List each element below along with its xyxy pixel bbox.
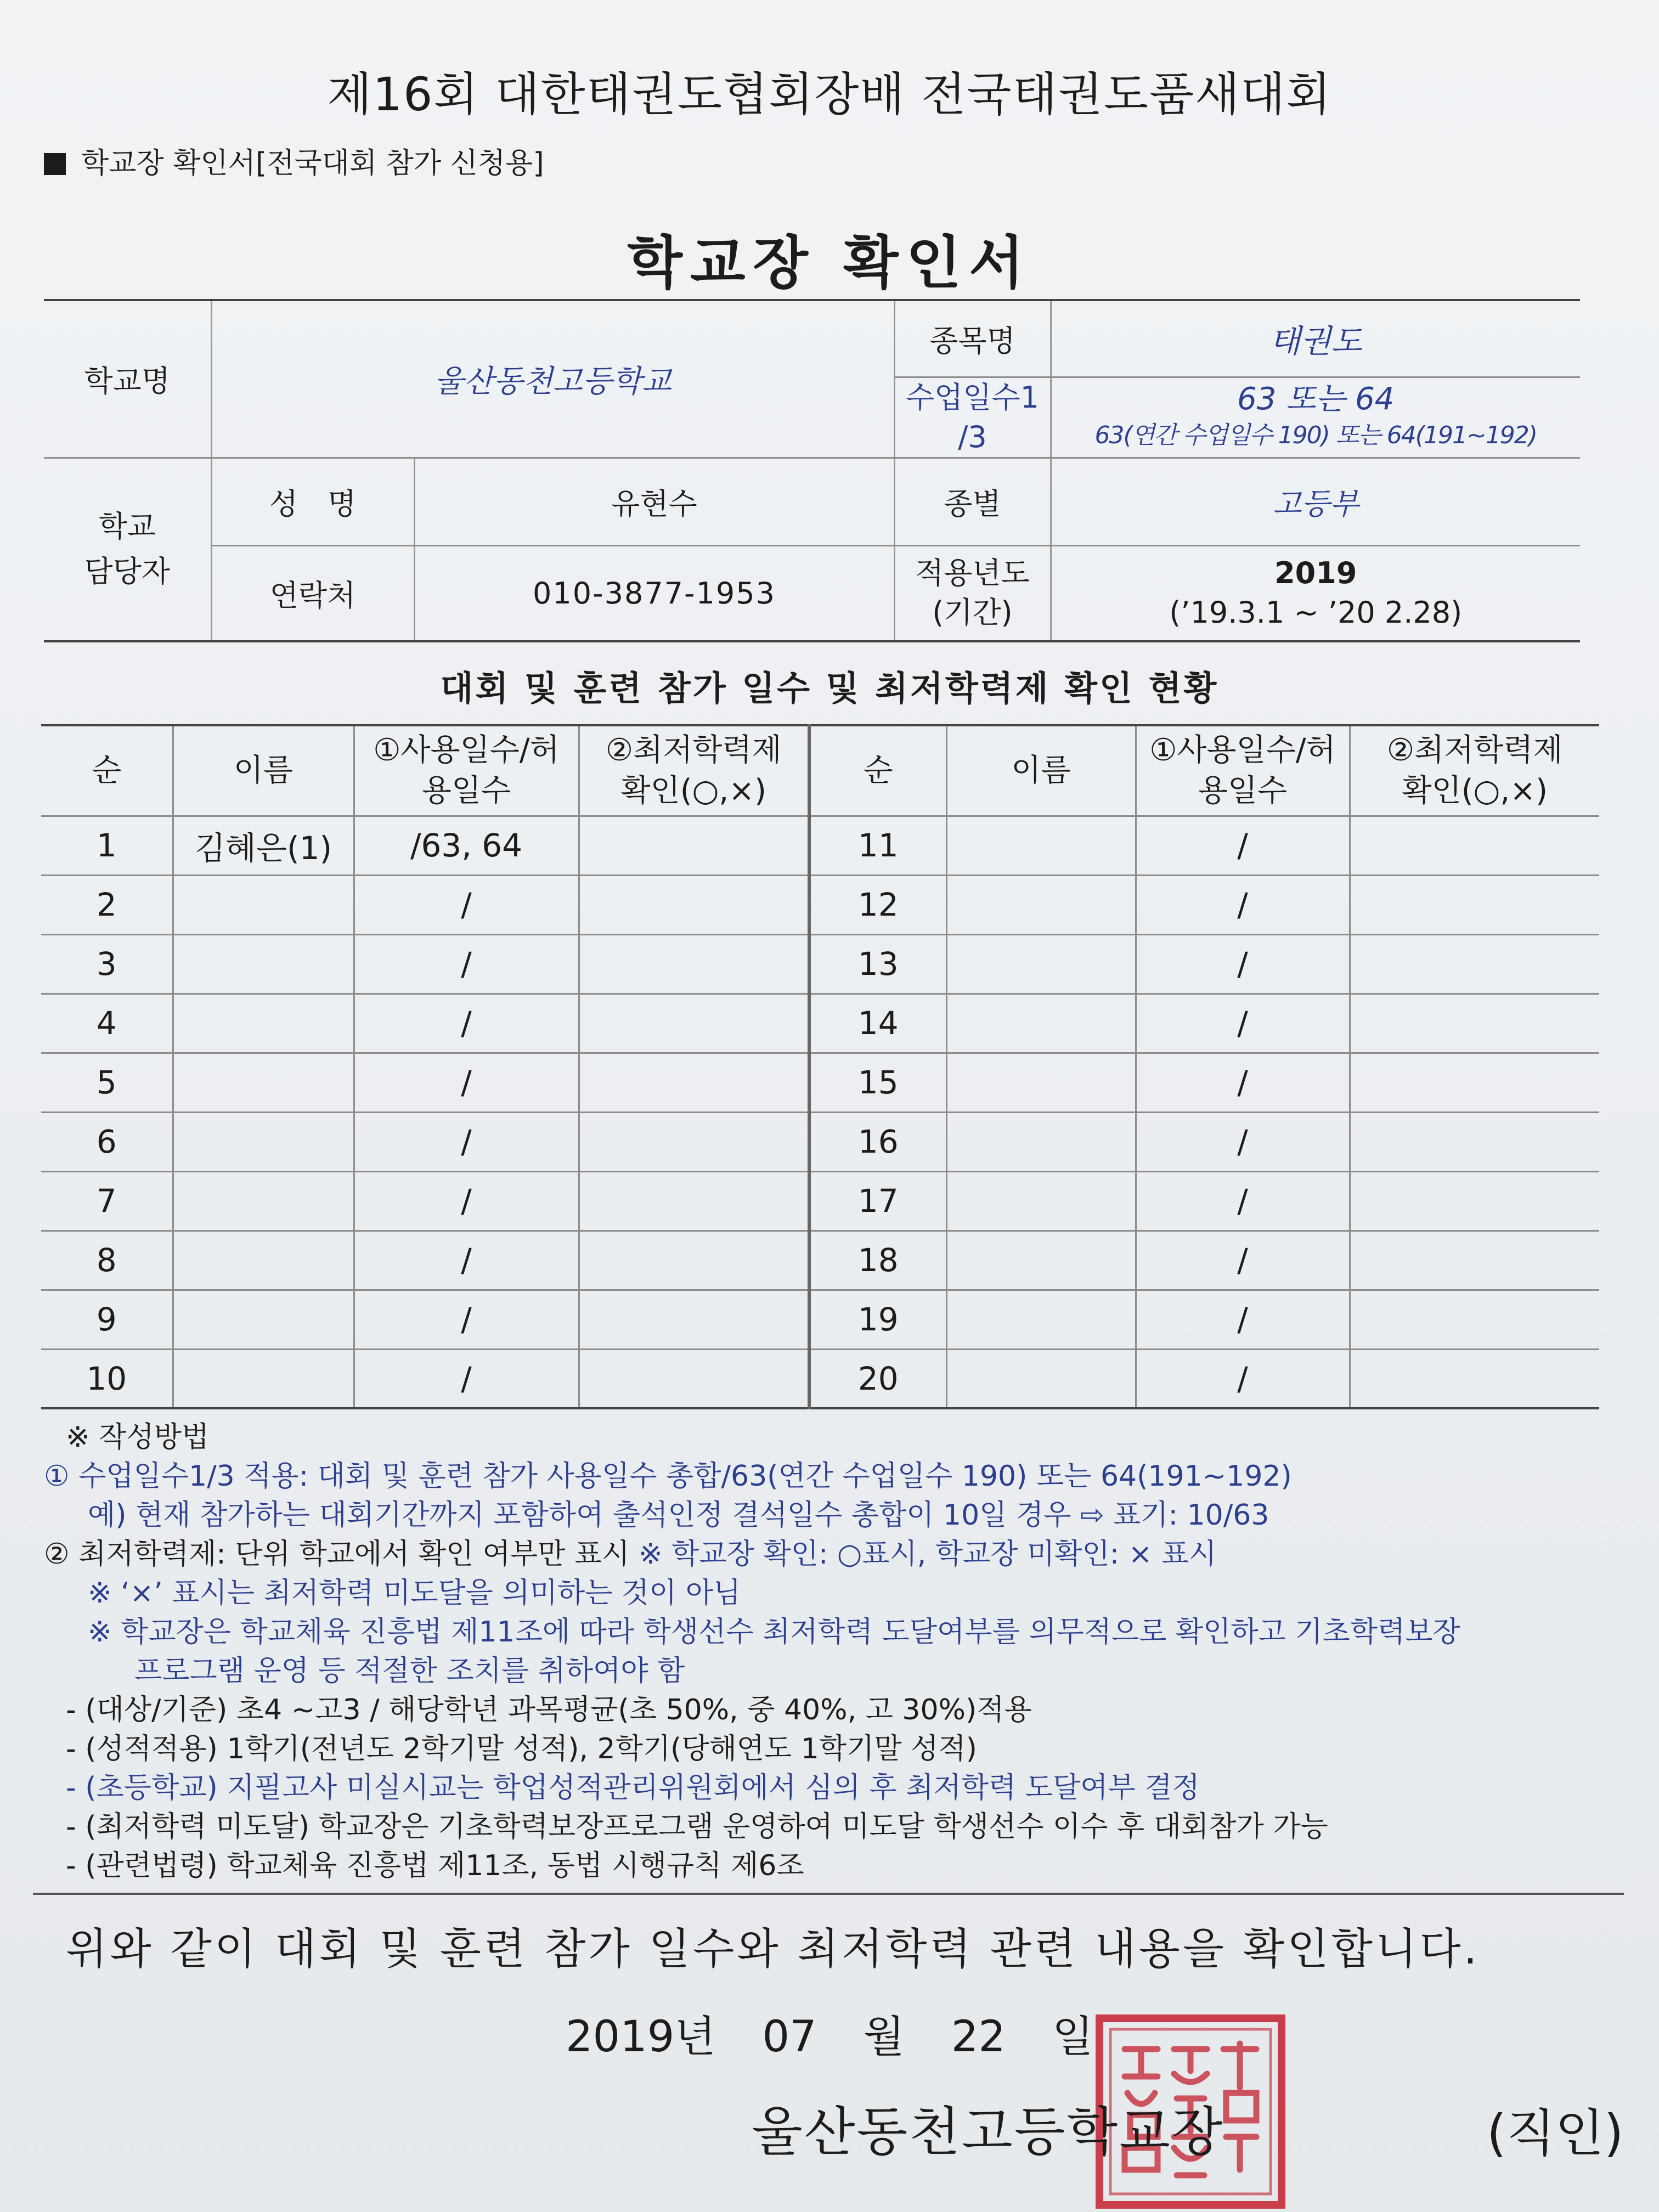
header-name-left: 이름 (173, 725, 354, 816)
roster-left-check-cell (579, 1349, 809, 1408)
table-row (41, 816, 1599, 875)
roster-left-name-cell (173, 994, 354, 1053)
roster-left-name-cell (173, 1231, 354, 1290)
roster-left-name-cell (173, 1053, 354, 1112)
roster-left-check-cell (579, 934, 809, 994)
roster-right-check-cell (1350, 1171, 1599, 1231)
roster-left-no-cell: 9 (41, 1290, 173, 1349)
roster-right-check-cell (1350, 1231, 1599, 1290)
roster-right-no-cell: 16 (809, 1112, 946, 1171)
roster-right-no-cell: 18 (809, 1231, 946, 1290)
roster-left-days-cell: / (354, 994, 579, 1053)
guide-line-10: - (최저학력 미도달) 학교장은 기초학력보장프로그램 운영하여 미도달 학생선수 이수 후 대회참가 가능 (66, 1810, 1328, 1843)
guide-line-4: ※ ‘×’ 표시는 최저학력 미도달을 의미하는 것이 아님 (88, 1577, 741, 1610)
roster-left-check-cell (579, 1290, 809, 1349)
period-value-line1: 2019 (1274, 556, 1357, 591)
guide-line-9: - (초등학교) 지필고사 미실시교는 학업성적관리위원회에서 심의 후 최저학력 도달여부 결정 (66, 1771, 1200, 1804)
roster-left-days-cell: / (354, 1171, 579, 1231)
header-check-left (579, 725, 809, 816)
table-row (41, 1171, 1599, 1231)
roster-left-days-cell: /63, 64 (354, 816, 579, 875)
roster-right-name-cell (946, 1349, 1136, 1408)
roster-right-days-cell: / (1136, 994, 1350, 1053)
roster-left-name-cell (173, 1112, 354, 1171)
roster-right-no-cell: 11 (809, 816, 946, 875)
table-row (41, 1349, 1599, 1408)
roster-left-check-cell (579, 994, 809, 1053)
class-days-label-line2: /3 (958, 419, 987, 454)
period-value-line2: (’19.3.1 ~ ’20 2.28) (1169, 595, 1463, 630)
form-label (44, 140, 544, 181)
principal-name: 울산동천고등학교장 (752, 2101, 1224, 2163)
date-month: 07 (762, 2012, 817, 2062)
roster-right-days-cell: / (1136, 1053, 1350, 1112)
table-row (41, 1290, 1599, 1349)
square-bullet-icon (44, 153, 66, 175)
roster-left-name-cell (173, 934, 354, 994)
sport-label: 종목명 (894, 300, 1051, 377)
roster-left-no-cell: 5 (41, 1053, 173, 1112)
roster-right-days-cell: / (1136, 934, 1350, 994)
header-days-right-line2: 용일수 (1198, 772, 1288, 809)
roster-left-name-cell (173, 1349, 354, 1408)
roster-right-name-cell (946, 994, 1136, 1053)
roster-left-days-cell: / (354, 1053, 579, 1112)
table-row (41, 1053, 1599, 1112)
roster-right-check-cell (1350, 875, 1599, 934)
roster-right-days-cell: / (1136, 816, 1350, 875)
contact-value: 010-3877-1953 (414, 545, 894, 641)
manager-label (44, 458, 211, 641)
guide-heading: ※ 작성방법 (66, 1421, 210, 1454)
roster-right-days-cell: / (1136, 1171, 1350, 1231)
roster-left-no-cell: 7 (41, 1171, 173, 1231)
roster-header-row (41, 725, 1599, 816)
roster-left-check-cell (579, 816, 809, 875)
category-label: 종별 (894, 458, 1051, 545)
roster-left-no-cell: 4 (41, 994, 173, 1053)
header-no-left: 순 (41, 725, 173, 816)
roster-table (41, 724, 1599, 1409)
roster-left-days-cell: / (354, 1290, 579, 1349)
table-row (41, 875, 1599, 934)
name-label: 성 명 (211, 458, 414, 545)
class-days-value-line1: 63 또는 64 (1237, 381, 1395, 417)
roster-right-name-cell (946, 1290, 1136, 1349)
roster-right-days-cell: / (1136, 875, 1350, 934)
roster-left-name-cell (173, 1171, 354, 1231)
school-name-label: 학교명 (44, 300, 211, 458)
table-row (41, 934, 1599, 994)
period-label (894, 545, 1051, 641)
roster-left-check-cell (579, 1112, 809, 1171)
roster-right-no-cell: 15 (809, 1053, 946, 1112)
header-days-right-line1: ①사용일수/허 (1149, 732, 1336, 768)
header-days-right (1136, 725, 1350, 816)
roster-left-days-cell: / (354, 1112, 579, 1171)
name-value: 유현수 (414, 458, 894, 545)
roster-right-check-cell (1350, 1349, 1599, 1408)
confirmation-statement: 위와 같이 대회 및 훈련 참가 일수와 최저학력 관련 내용을 확인합니다. (66, 1925, 1480, 1974)
header-name-right: 이름 (946, 725, 1136, 816)
class-days-label-line1: 수업일수1 (905, 380, 1039, 415)
roster-left-no-cell: 6 (41, 1112, 173, 1171)
header-days-left-line1: ①사용일수/허 (373, 732, 560, 768)
event-title: 제16회 대한태권도협회장배 전국태권도품새대회 (327, 67, 1332, 121)
roster-right-no-cell: 14 (809, 994, 946, 1053)
header-days-left-line2: 용일수 (421, 772, 511, 809)
roster-right-check-cell (1350, 1112, 1599, 1171)
roster-right-check-cell (1350, 994, 1599, 1053)
roster-right-name-cell (946, 816, 1136, 875)
roster-right-days-cell: / (1136, 1112, 1350, 1171)
roster-right-days-cell: / (1136, 1290, 1350, 1349)
school-info-table (44, 299, 1580, 642)
roster-left-no-cell: 1 (41, 816, 173, 875)
seal-note: (직인) (1487, 2104, 1624, 2163)
roster-left-check-cell (579, 1171, 809, 1231)
roster-right-no-cell: 20 (809, 1349, 946, 1408)
guide-line-7: - (대상/기준) 초4 ~고3 / 해당학년 과목평균(초 50%, 중 40%, 고 30%)적용 (66, 1694, 1032, 1726)
roster-right-name-cell (946, 1112, 1136, 1171)
footer-divider (33, 1893, 1624, 1895)
roster-left-no-cell: 2 (41, 875, 173, 934)
date-year: 2019년 (565, 2012, 716, 2062)
guide-line-8: - (성적적용) 1학기(전년도 2학기말 성적), 2학기(당해연도 1학기말 성적) (66, 1733, 977, 1765)
roster-right-name-cell (946, 934, 1136, 994)
contact-label: 연락처 (211, 545, 414, 641)
roster-left-days-cell: / (354, 875, 579, 934)
date-day-unit: 일 (1052, 2012, 1094, 2062)
guide-line-3-a: ② 최저학력제: 단위 학교에서 확인 여부만 표시 (44, 1538, 639, 1571)
sport-value: 태권도 (1051, 300, 1580, 377)
roster-left-check-cell (579, 1053, 809, 1112)
table-row (41, 1112, 1599, 1171)
roster-right-days-cell: / (1136, 1349, 1350, 1408)
guide-line-2: 예) 현재 참가하는 대회기간까지 포함하여 출석인정 결석일수 총합이 10일 경우 ⇨ 표기: 10/63 (88, 1499, 1269, 1532)
header-check-left-line2: 확인(○,×) (620, 772, 766, 809)
roster-left-name-cell (173, 875, 354, 934)
header-check-right-line1: ②최저학력제 (1386, 732, 1563, 768)
school-name-value: 울산동천고등학교 (211, 300, 894, 458)
roster-right-no-cell: 13 (809, 934, 946, 994)
roster-right-name-cell (946, 875, 1136, 934)
period-label-line1: 적용년도 (915, 556, 1030, 591)
roster-right-no-cell: 19 (809, 1290, 946, 1349)
roster-section-title: 대회 및 훈련 참가 일수 및 최저학력제 확인 현황 (440, 668, 1219, 708)
roster-right-no-cell: 17 (809, 1171, 946, 1231)
class-days-value (1051, 377, 1580, 458)
header-check-left-line1: ②최저학력제 (605, 732, 782, 768)
roster-left-name-cell: 김혜은(1) (173, 816, 354, 875)
guide-line-3-b: ※ 학교장 확인: ○표시, 학교장 미확인: × 표시 (639, 1538, 1217, 1571)
roster-left-no-cell: 8 (41, 1231, 173, 1290)
header-check-right (1350, 725, 1599, 816)
manager-label-line2: 담당자 (84, 554, 170, 589)
roster-left-days-cell: / (354, 1231, 579, 1290)
guide-line-1: ① 수업일수1/3 적용: 대회 및 훈련 참가 사용일수 총합/63(연간 수업일수 190) 또는 64(191~192) (44, 1460, 1292, 1493)
roster-body (41, 816, 1599, 1408)
roster-left-check-cell (579, 1231, 809, 1290)
guide-line-11: - (관련법령) 학교체육 진흥법 제11조, 동법 시행규칙 제6조 (66, 1849, 804, 1882)
writing-guide (44, 1418, 1624, 1886)
roster-right-name-cell (946, 1053, 1136, 1112)
roster-right-name-cell (946, 1171, 1136, 1231)
signature-date (0, 2002, 1659, 2064)
roster-right-check-cell (1350, 1053, 1599, 1112)
table-row (41, 1231, 1599, 1290)
roster-right-days-cell: / (1136, 1231, 1350, 1290)
date-day: 22 (951, 2012, 1006, 2062)
roster-right-check-cell (1350, 1290, 1599, 1349)
header-days-left (354, 725, 579, 816)
manager-label-line1: 학교 (98, 509, 156, 544)
roster-right-no-cell: 12 (809, 875, 946, 934)
table-row (41, 994, 1599, 1053)
category-value: 고등부 (1051, 458, 1580, 545)
header-no-right: 순 (809, 725, 946, 816)
document-title: 학교장 확인서 (627, 229, 1032, 296)
roster-left-check-cell (579, 875, 809, 934)
class-days-value-line2: 63(연간 수업일수 190) 또는 64(191~192) (1094, 421, 1537, 449)
date-month-unit: 월 (863, 2012, 905, 2062)
header-check-right-line2: 확인(○,×) (1402, 772, 1548, 809)
roster-left-no-cell: 10 (41, 1349, 173, 1408)
guide-line-3 (44, 1535, 1624, 1574)
guide-line-6: 프로그램 운영 등 적절한 조치를 취하여야 함 (134, 1655, 685, 1688)
roster-left-no-cell: 3 (41, 934, 173, 994)
roster-left-days-cell: / (354, 934, 579, 994)
period-label-line2: (기간) (932, 595, 1013, 630)
class-days-label (894, 377, 1051, 458)
roster-left-name-cell (173, 1290, 354, 1349)
guide-line-5: ※ 학교장은 학교체육 진흥법 제11조에 따라 학생선수 최저학력 도달여부를 의무적으로 확인하고 기초학력보장 (88, 1616, 1460, 1649)
form-label-text: 학교장 확인서[전국대회 참가 신청용] (81, 147, 544, 180)
roster-right-check-cell (1350, 816, 1599, 875)
roster-left-days-cell: / (354, 1349, 579, 1408)
period-value (1051, 545, 1580, 641)
roster-right-check-cell (1350, 934, 1599, 994)
roster-right-name-cell (946, 1231, 1136, 1290)
